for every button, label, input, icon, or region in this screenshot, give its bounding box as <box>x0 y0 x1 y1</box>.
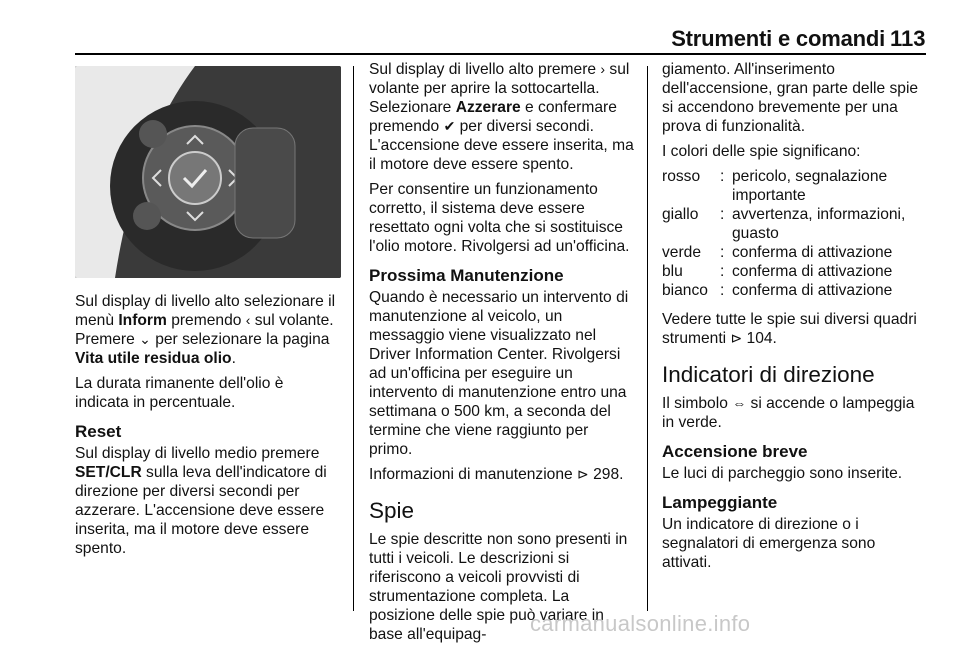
column-2 <box>369 60 635 650</box>
heading-spie: Spie <box>369 498 415 523</box>
color-row: rosso : pericolo, segnalazione importante <box>662 168 888 204</box>
color-row: bianco : conferma di attivazione <box>662 282 893 299</box>
paragraph: I colori delle spie significano: <box>662 143 861 160</box>
chevron-right-icon: › <box>600 61 606 77</box>
paragraph: Sul display di livello medio premere SET/CLR sulla leva dell'indicatore di direzione per diversi secondi per azzerare. L'accensione deve essere inserita, ma il motore deve essere spento. <box>75 445 327 557</box>
header-rule <box>75 53 926 55</box>
page-reference-icon[interactable]: ⊳ <box>730 330 743 346</box>
paragraph: Per consentire un funzionamento corretto, il sistema deve essere resettato ogni volta che si sostituisce l'olio motore. Rivolgersi ad un'officina. <box>369 181 630 255</box>
checkmark-icon: ✔ <box>443 118 456 134</box>
paragraph: Quando è necessario un intervento di manutenzione al veicolo, un messaggio viene visualizzato nel Driver Information Center. Rivolgersi ad un'officina per eseguire un intervento di manutenzione entro una settimana o 500 km, a seconda del termine che viene raggiunto per primo. <box>369 289 629 458</box>
paragraph: Sul display di livello alto selezionare il menù Inform premendo ‹ sul volante. Premere ⌄ per selezionare la pagina Vita utile residua olio. <box>75 293 336 367</box>
column-3 <box>662 60 928 578</box>
color-row: blu : conferma di attivazione <box>662 263 893 280</box>
color-row: verde : conferma di attivazione <box>662 244 893 261</box>
heading-accensione-breve: Accensione breve <box>662 442 808 461</box>
page-reference-icon[interactable]: ⊳ <box>577 466 589 482</box>
heading-reset: Reset <box>75 422 122 441</box>
page-number: 113 <box>890 26 926 51</box>
paragraph: Le spie descritte non sono presenti in tutti i veicoli. Le descrizioni si riferiscono a veicoli provvisti di strumentazione completa. La posizione delle spie può variare in base all'equipag- <box>369 531 628 643</box>
heading-indicatori-di-direzione: Indicatori di direzione <box>662 362 875 387</box>
turn-signal-icon: ⇔ <box>732 395 747 411</box>
chevron-left-icon: ‹ <box>245 312 251 328</box>
paragraph: giamento. All'inserimento dell'accensione, gran parte delle spie si accendono brevemente per una prova di funzionalità. <box>662 61 919 135</box>
color-row: giallo : avvertenza, informazioni, guasto <box>662 206 906 242</box>
chevron-down-icon: ⌄ <box>139 331 151 347</box>
paragraph: Vedere tutte le spie sui diversi quadri strumenti ⊳ 104. <box>662 311 917 347</box>
paragraph: La durata rimanente dell'olio è indicata in percentuale. <box>75 375 284 411</box>
column-1 <box>75 60 341 564</box>
column-divider <box>647 66 648 611</box>
paragraph: Un indicatore di direzione o i segnalatori di emergenza sono attivati. <box>662 516 876 571</box>
paragraph: Sul display di livello alto premere › sul volante per aprire la sottocartella. Selezionare Azzerare e confermare premendo ✔ per diversi secondi. L'accensione deve essere inserita, ma il motore deve essere spento. <box>369 61 634 173</box>
paragraph: Le luci di parcheggio sono inserite. <box>662 465 903 482</box>
heading-prossima-manutenzione: Prossima Manutenzione <box>369 266 564 285</box>
column-divider <box>353 66 354 611</box>
paragraph: Il simbolo ⇔ si accende o lampeggia in verde. <box>662 395 915 431</box>
steering-wheel-controls-photo <box>75 66 341 278</box>
color-legend-table <box>662 167 928 300</box>
section-title: Strumenti e comandi <box>671 26 885 51</box>
paragraph: Informazioni di manutenzione ⊳ 298. <box>369 466 624 483</box>
watermark: carmanualsonline.info <box>530 611 751 636</box>
heading-lampeggiante: Lampeggiante <box>662 493 778 512</box>
